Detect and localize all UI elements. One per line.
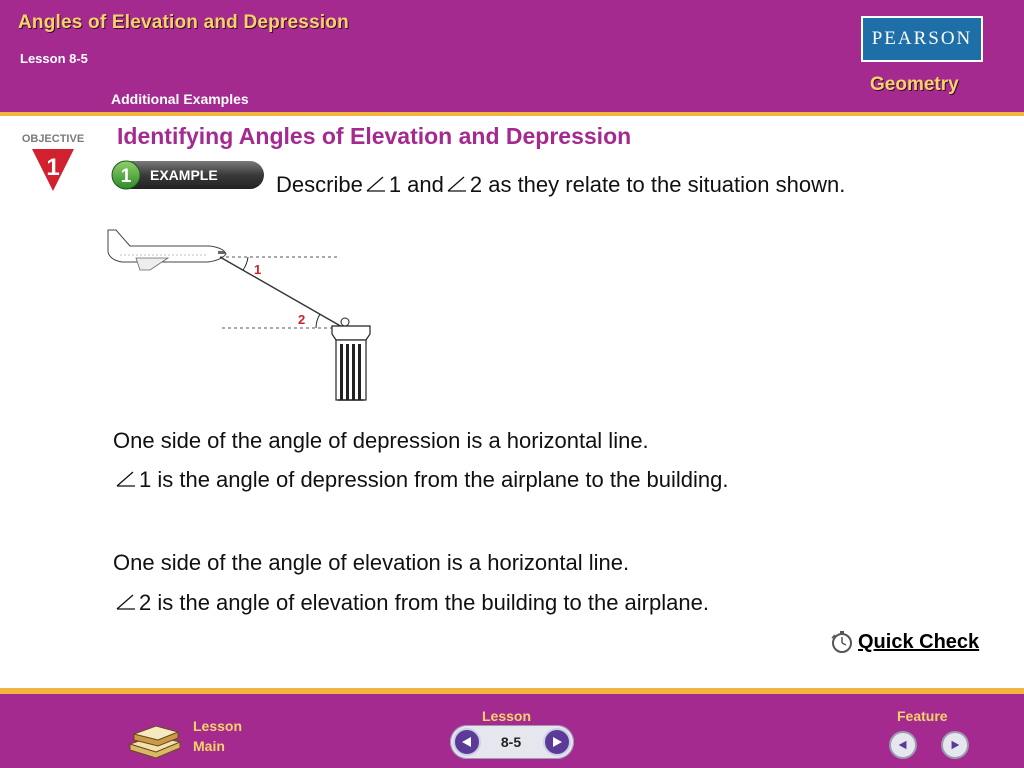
quick-check-label[interactable]: Quick Check bbox=[858, 630, 980, 653]
depression-statement-text: 1 is the angle of depression from the airplane to the building. bbox=[139, 467, 729, 492]
example-label: EXAMPLE bbox=[150, 167, 218, 183]
elevation-statement bbox=[113, 590, 709, 616]
feature-nav-label: Feature bbox=[897, 708, 948, 724]
feature-navigator bbox=[889, 731, 969, 759]
lesson-number: 8-5 bbox=[500, 734, 522, 750]
lesson-navigator bbox=[450, 725, 574, 759]
feature-prev-button[interactable] bbox=[889, 731, 917, 759]
airplane-tower-diagram bbox=[100, 222, 400, 404]
pearson-logo: PEARSON bbox=[861, 16, 983, 62]
example-prompt bbox=[276, 172, 845, 198]
lesson-main-books-icon[interactable] bbox=[126, 714, 184, 758]
lesson-prev-button[interactable] bbox=[453, 728, 481, 756]
arrow-right-icon bbox=[949, 739, 961, 751]
feature-next-button[interactable] bbox=[941, 731, 969, 759]
angle-symbol-icon bbox=[115, 469, 137, 489]
slide-title: Angles of Elevation and Depression bbox=[18, 12, 349, 33]
header-divider bbox=[0, 112, 1024, 116]
lesson-next-button[interactable] bbox=[543, 728, 571, 756]
angle-1-label: 1 bbox=[254, 262, 262, 277]
arrow-right-icon bbox=[550, 735, 564, 749]
example-number: 1 bbox=[120, 166, 132, 187]
line-of-sight bbox=[220, 257, 344, 328]
control-tower-icon bbox=[332, 318, 370, 400]
angle-1-arc bbox=[243, 257, 248, 270]
elevation-definition: One side of the angle of elevation is a horizontal line. bbox=[113, 550, 630, 575]
lesson-main-link[interactable] bbox=[193, 716, 242, 756]
section-label: Additional Examples bbox=[111, 91, 249, 107]
prompt-angle-2: 2 as they relate to the situation shown. bbox=[469, 172, 846, 197]
objective-label: OBJECTIVE bbox=[21, 133, 85, 145]
quick-check-link[interactable] bbox=[830, 630, 979, 654]
angle-2-label: 2 bbox=[298, 312, 306, 327]
objective-number: 1 bbox=[46, 154, 60, 181]
prompt-describe: Describe bbox=[276, 172, 363, 197]
objective-triangle-icon bbox=[30, 147, 76, 193]
lesson-subtitle: Lesson 8-5 bbox=[20, 51, 88, 66]
angle-symbol-icon bbox=[115, 592, 137, 612]
example-badge bbox=[110, 158, 266, 192]
arrow-left-icon bbox=[460, 735, 474, 749]
course-title: Geometry bbox=[870, 74, 959, 95]
angle-2-arc bbox=[316, 314, 320, 328]
depression-definition: One side of the angle of depression is a horizontal line. bbox=[113, 428, 649, 453]
page-heading: Identifying Angles of Elevation and Depression bbox=[117, 123, 632, 149]
airplane-icon bbox=[108, 230, 226, 270]
lesson-nav-label: Lesson bbox=[482, 708, 532, 724]
lesson-main-line2: Main bbox=[193, 738, 225, 754]
objective-badge bbox=[16, 133, 90, 199]
stopwatch-icon bbox=[830, 630, 854, 654]
arrow-left-icon bbox=[897, 739, 909, 751]
angle-symbol-icon bbox=[365, 174, 387, 194]
elevation-statement-text: 2 is the angle of elevation from the building to the airplane. bbox=[139, 590, 709, 615]
depression-statement bbox=[113, 467, 729, 493]
angle-symbol-icon bbox=[446, 174, 468, 194]
lesson-main-line1: Lesson bbox=[193, 718, 243, 734]
prompt-angle-1: 1 and bbox=[388, 172, 444, 197]
